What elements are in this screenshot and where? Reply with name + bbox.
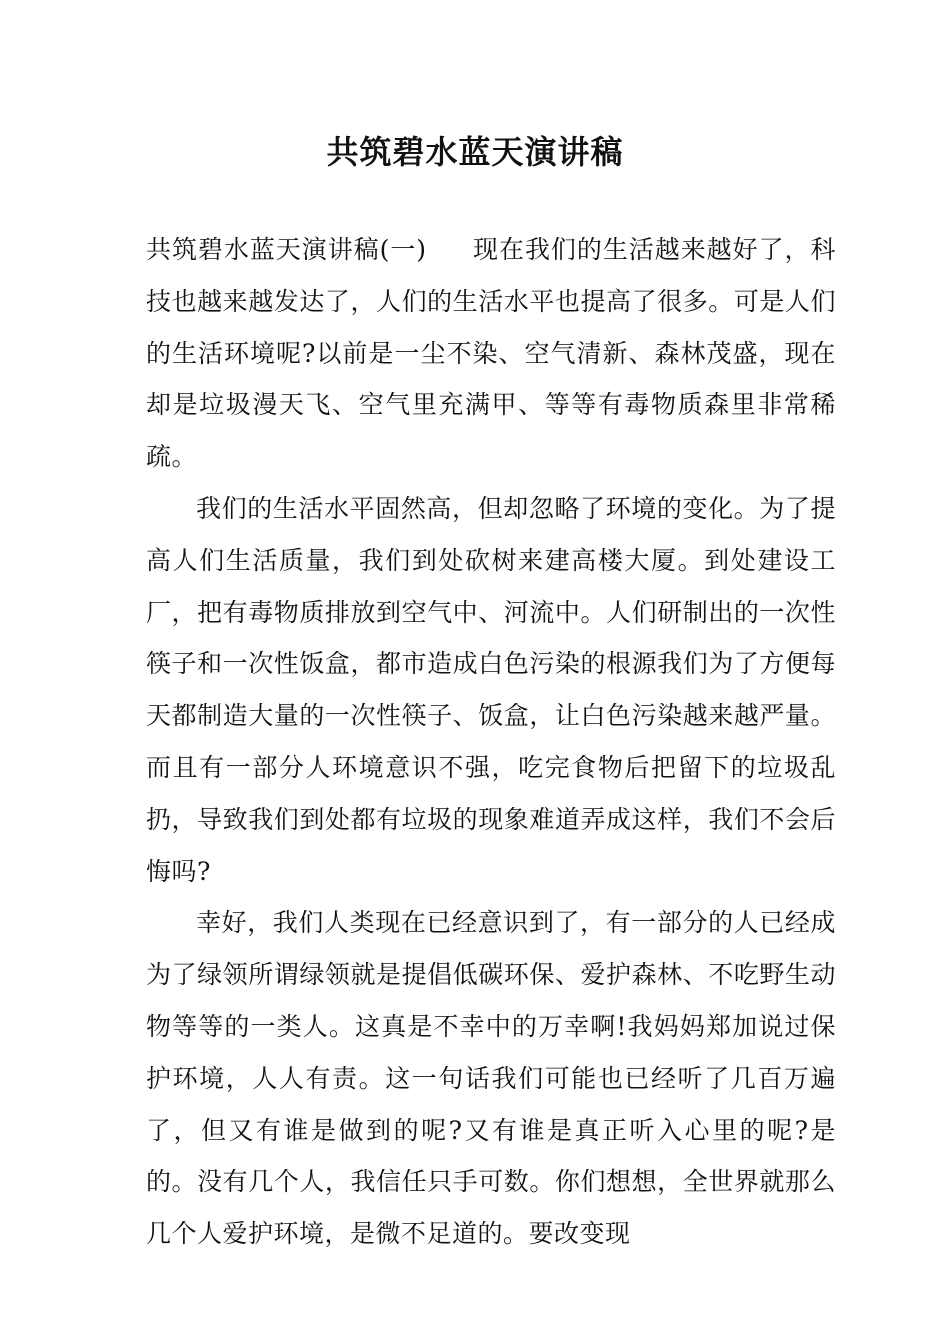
document-body [146,224,836,1260]
paragraph-2: 我们的生活水平固然高，但却忽略了环境的变化。为了提高人们生活质量，我们到处砍树来建高楼大厦。到处建设工厂，把有毒物质排放到空气中、河流中。人们研制出的一次性筷子和一次性饭盒，都市造成白色污染的根源我们为了方便每天都制造大量的一次性筷子、饭盒，让白色污染越来越严量。而且有一部分人环境意识不强，吃完食物后把留下的垃圾乱扔，导致我们到处都有垃圾的现象难道弄成这样，我们不会后悔吗? [146,493,836,886]
paragraph-1 [146,224,836,483]
paragraph-3: 幸好，我们人类现在已经意识到了，有一部分的人已经成为了绿领所谓绿领就是提倡低碳环保、爱护森林、不吃野生动物等等的一类人。这真是不幸中的万幸啊!我妈妈郑加说过保护环境，人人有责。这一句话我们可能也已经听了几百万遍了，但又有谁是做到的呢?又有谁是真正听入心里的呢?是的。没有几个人，我信任只手可数。你们想想，全世界就那么几个人爱护环境，是微不足道的。要改变现 [146,908,836,1249]
paragraph-1-lead: 共筑碧水蓝天演讲稿(一) [146,235,427,264]
paragraph-1-text: 现在我们的生活越来越好了，科技也越来越发达了，人们的生活水平也提高了很多。可是人们的生活环境呢?以前是一尘不染、空气清新、森林茂盛，现在却是垃圾漫天飞、空气里充满甲、等等有毒物质森里非常稀疏。 [146,235,836,472]
page-title: 共筑碧水蓝天演讲稿 [326,133,624,171]
